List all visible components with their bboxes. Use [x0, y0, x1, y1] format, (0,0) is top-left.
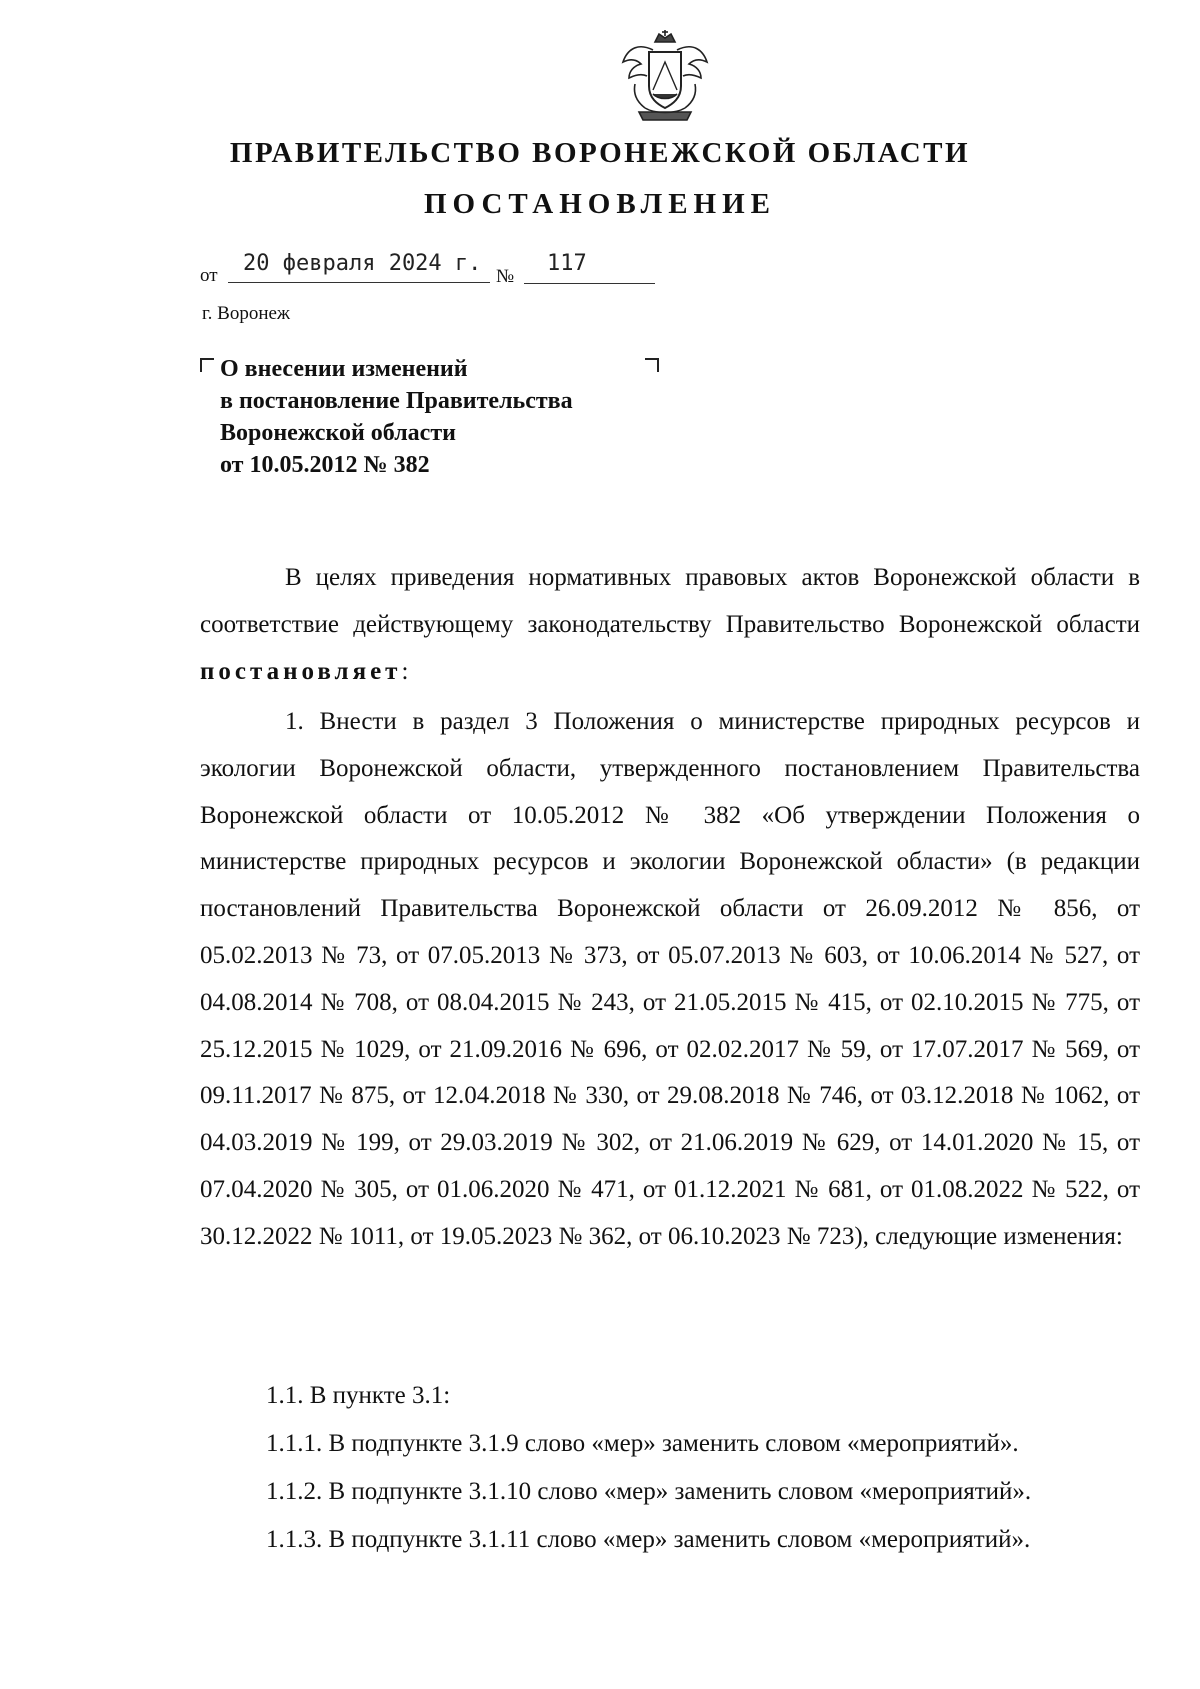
number-prefix: №	[496, 266, 515, 287]
date-value: 20 февраля 2024 г.	[243, 251, 482, 276]
number-underline	[524, 283, 655, 284]
organization-title: ПРАВИТЕЛЬСТВО ВОРОНЕЖСКОЙ ОБЛАСТИ	[229, 137, 971, 169]
subitem-1-1-3: 1.1.3. В подпункте 3.1.11 слово «мер» заменить словом «мероприятий».	[266, 1526, 1031, 1553]
subitem-1-1: 1.1. В пункте 3.1:	[266, 1382, 451, 1409]
subitem-1-1-2: 1.1.2. В подпункте 3.1.10 слово «мер» заменить словом «мероприятий».	[266, 1478, 1032, 1505]
number-value: 117	[547, 251, 587, 276]
document-subject	[220, 353, 573, 481]
subject-line: О внесении изменений	[220, 356, 468, 382]
intro-text: В целях приведения нормативных правовых актов Воронежской области в соответствие действующему законодательству Правительство Воронежской области	[200, 564, 1140, 638]
item-1-text: 1. Внести в раздел 3 Положения о министерстве природных ресурсов и экологии Воронежской области, утвержденного постановлением Правительства Воронежской области от 10.05.2012 № 382 «Об утверждении Положения о министерстве природных ресурсов и экологии Воронежской области» (в редакции постановлений Правительства Воронежской области от 26.09.2012 № 856, от 05.02.2013 № 73, от 07.05.2013 № 373, от 05.07.2013 № 603, от 10.06.2014 № 527, от 04.08.2014 № 708, от 08.04.2015 № 243, от 21.05.2015 № 415, от 02.10.2015 № 775, от 25.12.2015 № 1029, от 21.09.2016 № 696, от 02.02.2017 № 59, от 17.07.2017 № 569, от 09.11.2017 № 875, от 12.04.2018 № 330, от 29.08.2018 № 746, от 03.12.2018 № 1062, от 04.03.2019 № 199, от 29.03.2019 № 302, от 21.06.2019 № 629, от 14.01.2020 № 15, от 07.04.2020 № 305, от 01.06.2020 № 471, от 01.12.2021 № 681, от 01.08.2022 № 522, от 30.12.2022 № 1011, от 19.05.2023 № 362, от 06.10.2023 № 723), следующие изменения:	[200, 708, 1140, 1250]
date-prefix: от	[200, 265, 218, 286]
subject-line: в постановление Правительства	[220, 388, 573, 414]
decree-verb: постановляет	[200, 657, 402, 685]
item-1-paragraph	[200, 699, 1140, 1261]
document-type: ПОСТАНОВЛЕНИЕ	[423, 188, 776, 220]
subject-line: от 10.05.2012 № 382	[220, 452, 430, 478]
intro-paragraph	[200, 555, 1140, 695]
subject-corner-right	[645, 358, 659, 372]
intro-colon: :	[401, 657, 409, 685]
city-label: г. Воронеж	[202, 303, 291, 324]
subitem-1-1-1: 1.1.1. В подпункте 3.1.9 слово «мер» заменить словом «мероприятий».	[266, 1430, 1019, 1457]
date-underline	[228, 282, 490, 283]
coat-of-arms-icon	[615, 28, 715, 128]
subject-line: Воронежской области	[220, 420, 456, 446]
subject-corner-left	[200, 358, 214, 372]
